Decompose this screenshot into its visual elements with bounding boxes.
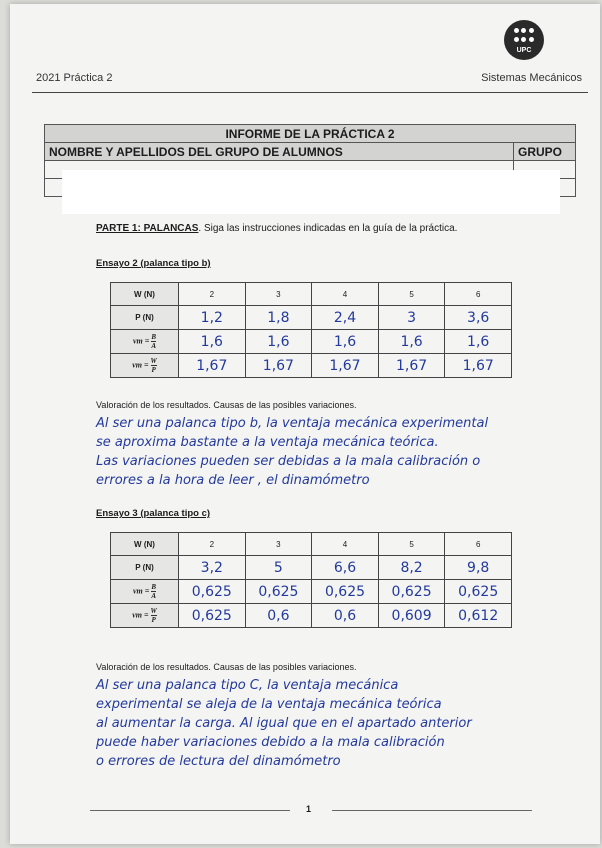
p-value: 9,8: [445, 556, 512, 580]
document-page: [10, 4, 600, 844]
w-value: 5: [378, 533, 445, 556]
w-value: 3: [245, 283, 312, 306]
fraction-denominator: P: [151, 366, 156, 374]
vm-label: vm =: [132, 610, 149, 620]
vm-experimental-value: 1,67: [245, 354, 312, 378]
w-row-label: W (N): [111, 283, 179, 306]
ensayo2-evaluation-label: Valoración de los resultados. Causas de las posibles variaciones.: [96, 400, 357, 410]
p-value: 6,6: [312, 556, 379, 580]
part1-title: PARTE 1: PALANCAS: [96, 223, 199, 234]
vm-label: vm =: [132, 336, 150, 346]
fraction-w-over-p: [151, 607, 157, 624]
p-value: 1,2: [179, 306, 246, 330]
handwritten-line: o errores de lectura del dinamómetro: [96, 754, 341, 769]
fraction-numerator: W: [150, 607, 157, 615]
handwritten-line: experimental se aleja de la ventaja mecánica teórica: [96, 697, 442, 712]
logo-text: UPC: [516, 47, 532, 54]
logo-dots-icon: [514, 28, 534, 44]
handwritten-line: se aproxima bastante a la ventaja mecánica teórica.: [96, 435, 439, 450]
ensayo2-evaluation-text: [96, 416, 576, 492]
footer-divider-right: [332, 810, 532, 811]
p-row-label: P (N): [111, 556, 179, 580]
p-value: 8,2: [378, 556, 445, 580]
vm-theoretical-value: 1,6: [245, 330, 312, 354]
vm-label: vm =: [132, 586, 150, 596]
vm-label: vm =: [132, 360, 149, 370]
vm-experimental-label: [111, 354, 179, 378]
w-value: 6: [445, 283, 512, 306]
vm-experimental-value: 1,67: [179, 354, 246, 378]
w-value: 3: [245, 533, 312, 556]
vm-experimental-value: 0,609: [378, 604, 445, 628]
vm-theoretical-value: 1,6: [312, 330, 379, 354]
fraction-denominator: P: [151, 616, 156, 624]
p-row-label: P (N): [111, 306, 179, 330]
part1-instruction: . Siga las instrucciones indicadas en la guía de la práctica.: [198, 223, 458, 234]
fraction-denominator: A: [151, 342, 156, 350]
vm-experimental-value: 0,6: [245, 604, 312, 628]
p-value: 5: [245, 556, 312, 580]
w-row-label: W (N): [111, 533, 179, 556]
ensayo3-title: Ensayo 3 (palanca tipo c): [96, 508, 211, 519]
handwritten-line: Las variaciones pueden ser debidas a la mala calibración o: [96, 454, 481, 469]
handwritten-line: puede haber variaciones debido a la mala calibración: [96, 735, 445, 750]
fraction-numerator: B: [151, 583, 156, 591]
header-subject-label: Sistemas Mecánicos: [481, 72, 582, 84]
fraction-w-over-p: [151, 357, 157, 374]
fraction-numerator: W: [150, 357, 157, 365]
footer-divider-left: [90, 810, 290, 811]
vm-theoretical-value: 1,6: [179, 330, 246, 354]
fraction-b-over-a: [151, 583, 156, 600]
fraction-denominator: A: [151, 592, 156, 600]
header-course-label: 2021 Práctica 2: [36, 72, 113, 84]
p-value: 2,4: [312, 306, 379, 330]
w-value: 4: [312, 533, 379, 556]
w-value: 6: [445, 533, 512, 556]
vm-theoretical-value: 0,625: [445, 580, 512, 604]
p-value: 3,6: [445, 306, 512, 330]
w-value: 2: [179, 533, 246, 556]
handwritten-line: al aumentar la carga. Al igual que en el apartado anterior: [96, 716, 472, 731]
w-value: 5: [378, 283, 445, 306]
p-value: 3,2: [179, 556, 246, 580]
report-title: INFORME DE LA PRÁCTICA 2: [45, 125, 576, 143]
handwritten-line: errores a la hora de leer , el dinamómetro: [96, 473, 370, 488]
ensayo3-evaluation-label: Valoración de los resultados. Causas de las posibles variaciones.: [96, 662, 357, 672]
fraction-b-over-a: [151, 333, 156, 350]
vm-theoretical-value: 0,625: [179, 580, 246, 604]
fraction-numerator: B: [151, 333, 156, 341]
p-value: 1,8: [245, 306, 312, 330]
vm-experimental-label: [111, 604, 179, 628]
vm-theoretical-label: [111, 330, 179, 354]
w-value: 4: [312, 283, 379, 306]
handwritten-line: Al ser una palanca tipo C, la ventaja mecánica: [96, 678, 399, 693]
ensayo2-title: Ensayo 2 (palanca tipo b): [96, 258, 211, 269]
part1-heading: [96, 223, 457, 234]
ensayo2-table: [110, 282, 512, 378]
vm-theoretical-value: 1,6: [445, 330, 512, 354]
ensayo3-table: [110, 532, 512, 628]
page-number: 1: [306, 804, 312, 814]
vm-experimental-value: 1,67: [312, 354, 379, 378]
vm-theoretical-value: 0,625: [312, 580, 379, 604]
w-value: 2: [179, 283, 246, 306]
vm-experimental-value: 0,625: [179, 604, 246, 628]
p-value: 3: [378, 306, 445, 330]
redacted-area: [62, 170, 560, 214]
vm-theoretical-value: 1,6: [378, 330, 445, 354]
handwritten-line: Al ser una palanca tipo b, la ventaja mecánica experimental: [96, 416, 489, 431]
names-label: NOMBRE Y APELLIDOS DEL GRUPO DE ALUMNOS: [45, 143, 514, 161]
vm-experimental-value: 1,67: [378, 354, 445, 378]
upc-logo: [504, 20, 544, 60]
ensayo3-evaluation-text: [96, 678, 576, 773]
vm-theoretical-value: 0,625: [378, 580, 445, 604]
vm-experimental-value: 0,612: [445, 604, 512, 628]
vm-experimental-value: 1,67: [445, 354, 512, 378]
vm-theoretical-value: 0,625: [245, 580, 312, 604]
vm-experimental-value: 0,6: [312, 604, 379, 628]
header-divider: [32, 92, 588, 93]
group-label: GRUPO: [514, 143, 576, 161]
vm-theoretical-label: [111, 580, 179, 604]
